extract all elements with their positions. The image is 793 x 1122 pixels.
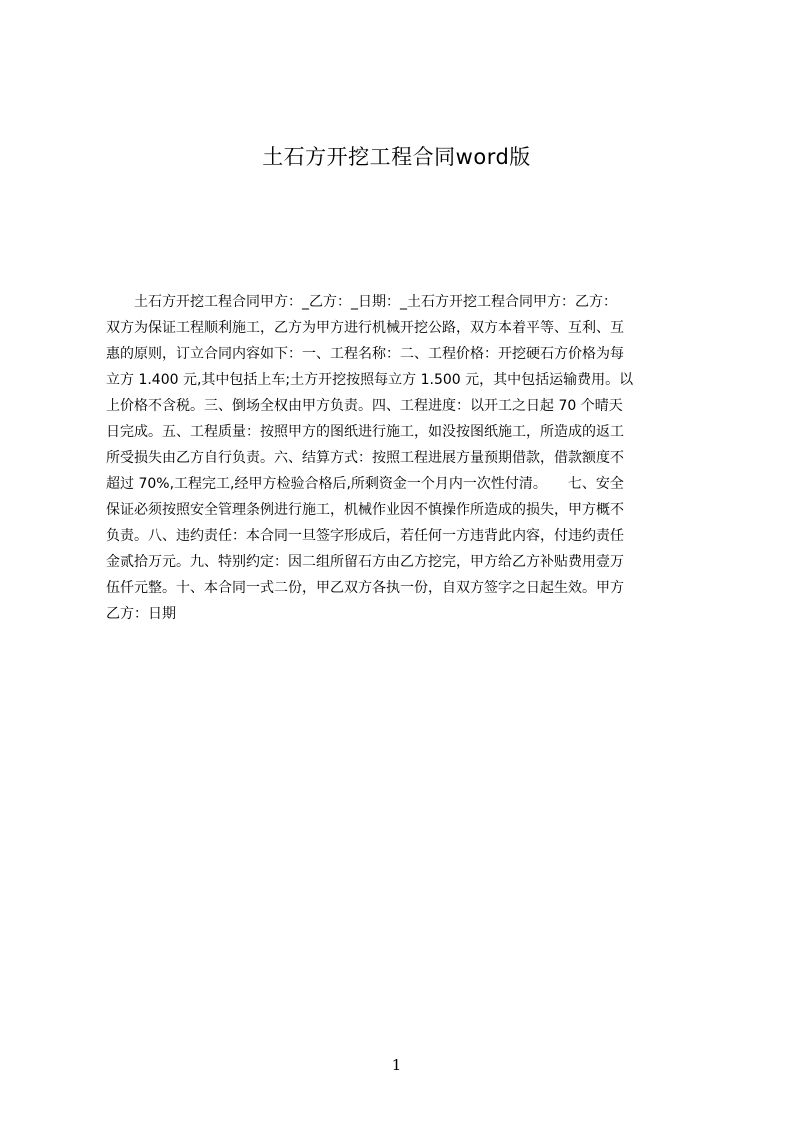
body-line: 惠的原则，订立合同内容如下：一、工程名称：二、工程价格：开挖硬石方价格为每 [106, 346, 624, 362]
document-title: 土石方开挖工程合同word版 [262, 145, 531, 169]
body-line: 乙方：日期 [106, 606, 176, 622]
page-number: 1 [391, 1056, 402, 1074]
body-line: 双方为保证工程顺利施工，乙方为甲方进行机械开挖公路，双方本着平等、互利、互 [106, 320, 624, 336]
body-line: 负责。八、违约责任：本合同一旦签字形成后，若任何一方违背此内容，付违约责任 [106, 528, 624, 544]
body-line: 金贰拾万元。九、特别约定：因二组所留石方由乙方挖完，甲方给乙方补贴费用壹万 [106, 554, 624, 570]
body-line: 上价格不含税。三、倒场全权由甲方负责。四、工程进度：以开工之日起 70 个晴天 [106, 398, 623, 414]
contract-body [106, 289, 698, 627]
body-line: 日完成。五、工程质量：按照甲方的图纸进行施工，如没按图纸施工，所造成的返工 [106, 424, 624, 440]
body-line: 保证必须按照安全管理条例进行施工，机械作业因不慎操作所造成的损失，甲方概不 [106, 502, 624, 518]
body-line: 超过 70%,工程完工,经甲方检验合格后,所剩资金一个月内一次性付清。 七、安全 [106, 476, 624, 492]
body-line: 土石方开挖工程合同甲方：_乙方：_日期：_土石方开挖工程合同甲方：乙方： [106, 294, 617, 310]
body-line: 所受损失由乙方自行负责。六、结算方式：按照工程进展方量预期借款，借款额度不 [106, 450, 624, 466]
body-line: 伍仟元整。十、本合同一式二份，甲乙双方各执一份，自双方签字之日起生效。甲方 [106, 580, 624, 596]
body-line: 立方 1.400 元,其中包括上车;土方开挖按照每立方 1.500 元，其中包括运输费用。以 [106, 372, 634, 388]
